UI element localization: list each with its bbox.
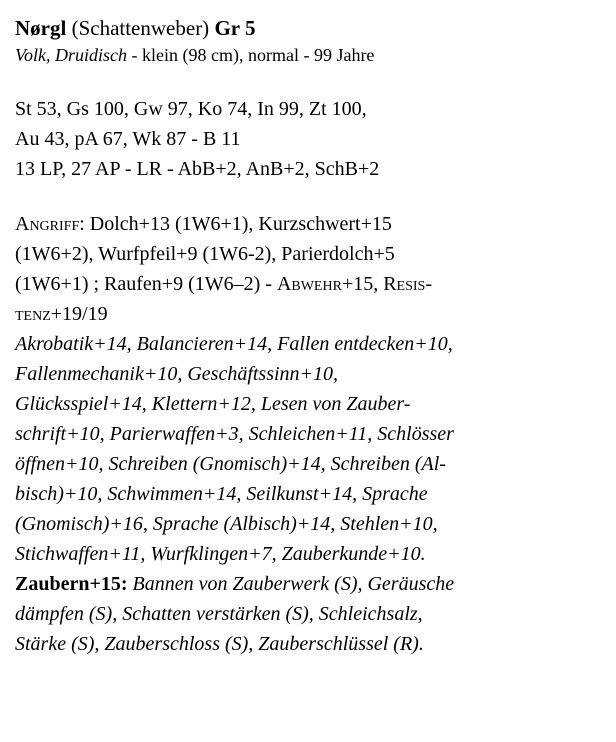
- spells-line-3: Stärke (S), Zauberschloss (S), Zauberschlüssel (R).: [15, 633, 424, 655]
- skills-line: (Gnomisch)+16, Sprache (Albisch)+14, Stehlen+10,: [15, 513, 438, 535]
- skills-line: bisch)+10, Schwimmen+14, Seilkunst+14, Sprache: [15, 483, 428, 505]
- zaubern-label: Zaubern+15:: [15, 573, 128, 595]
- angriff-label: Angriff:: [15, 213, 85, 235]
- stats-line-3: 13 LP, 27 AP - LR - AbB+2, AnB+2, SchB+2: [15, 158, 380, 180]
- resistenz-label-part2: tenz: [15, 303, 51, 325]
- character-header: [15, 14, 604, 42]
- resistenz-value: +19/19: [50, 303, 108, 325]
- combat-line-3: [15, 269, 604, 299]
- character-grade: Gr 5: [214, 16, 256, 40]
- skills-line: öffnen+10, Schreiben (Gnomisch)+14, Schreiben (Al-: [15, 453, 446, 475]
- abwehr-value: +15,: [341, 273, 384, 295]
- character-volk: Volk, Druidisch: [15, 45, 127, 65]
- spells-line-2: dämpfen (S), Schatten verstärken (S), Schleichsalz,: [15, 603, 423, 625]
- spells-line-1: [15, 569, 604, 599]
- character-subline: [15, 42, 604, 68]
- skills-block: [15, 329, 604, 569]
- skills-line: Fallenmechanik+10, Geschäftssinn+10,: [15, 363, 339, 385]
- abwehr-label: Abwehr: [276, 273, 342, 295]
- combat-line-1: [15, 209, 604, 239]
- resistenz-label-part1: Resis-: [383, 273, 433, 295]
- combat-line-3-text: (1W6+1) ; Raufen+9 (1W6–2) -: [15, 273, 277, 295]
- character-size-age: - klein (98 cm), normal - 99 Jahre: [127, 45, 375, 65]
- skills-line: schrift+10, Parierwaffen+3, Schleichen+11, Schlösser: [15, 423, 454, 445]
- skills-line: Akrobatik+14, Balancieren+14, Fallen entdecken+10,: [15, 333, 453, 355]
- stats-line-1: St 53, Gs 100, Gw 97, Ko 74, In 99, Zt 100,: [15, 98, 367, 120]
- combat-line-1-text: Dolch+13 (1W6+1), Kurzschwert+15: [84, 213, 392, 235]
- combat-line-4: [15, 299, 604, 329]
- skills-line: Stichwaffen+11, Wurfklingen+7, Zauberkunde+10.: [15, 543, 426, 565]
- stats-line-2: Au 43, pA 67, Wk 87 - B 11: [15, 128, 241, 150]
- spells-line-1-text: Bannen von Zauberwerk (S), Geräusche: [127, 573, 455, 595]
- skills-line: Glücksspiel+14, Klettern+12, Lesen von Zauber-: [15, 393, 411, 415]
- character-name: Nørgl: [15, 16, 67, 40]
- combat-line-2: (1W6+2), Wurfpfeil+9 (1W6-2), Parierdolch+5: [15, 243, 395, 265]
- character-role: (Schattenweber): [71, 16, 210, 40]
